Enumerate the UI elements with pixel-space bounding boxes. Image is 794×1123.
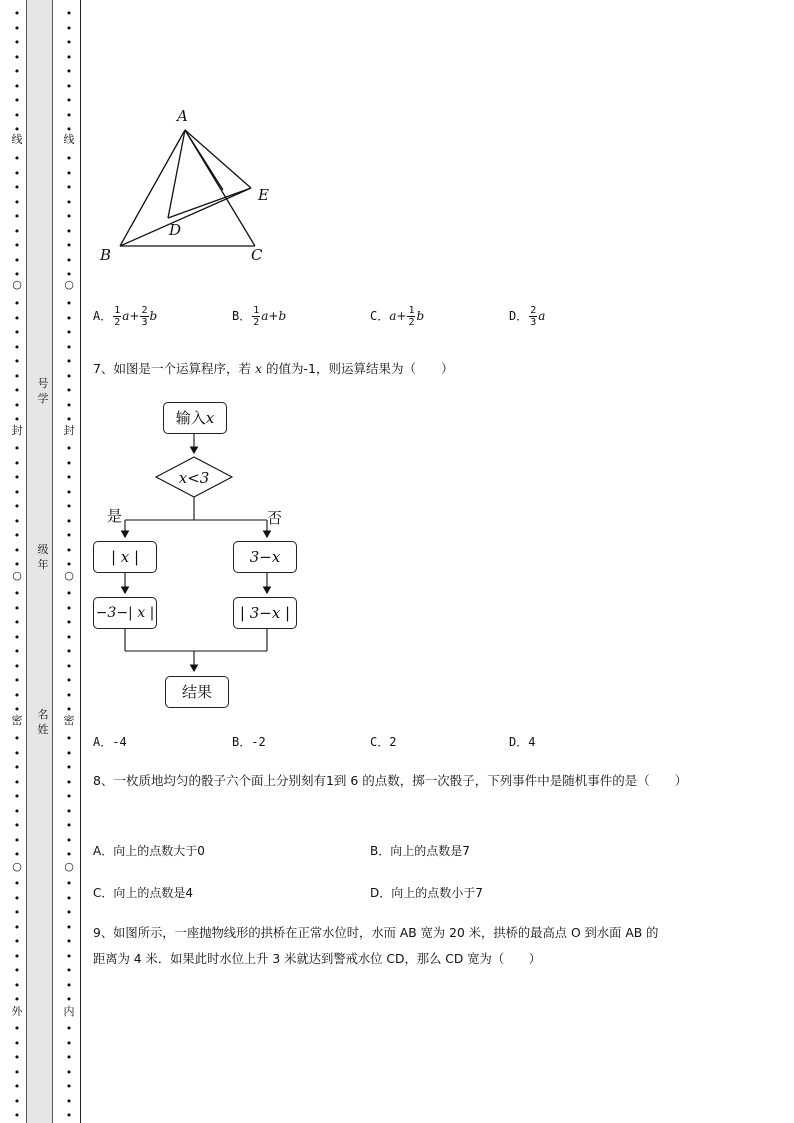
q8-option-a: A．向上的点数大于0 xyxy=(93,844,205,858)
outer-margin-circle: ○ xyxy=(12,278,22,291)
yes-label: 是 xyxy=(107,507,123,525)
outer-margin-dot: • xyxy=(13,514,21,528)
outer-margin-dot: • xyxy=(13,79,21,93)
inner-margin-dot: • xyxy=(65,529,73,542)
inner-margin-dot: • xyxy=(65,210,73,223)
inner-margin-dot: • xyxy=(65,195,73,209)
inner-margin-dot: • xyxy=(65,833,73,847)
outer-margin-dot: • xyxy=(13,239,21,252)
inner-margin-dot: • xyxy=(65,398,73,412)
label-b: B xyxy=(100,246,112,264)
q9-stem-line2: 距离为 4 米．如果此时水位上升 3 米就达到警戒水位 CD，那么 CD 宽为（ ） xyxy=(93,952,542,966)
abs-3-minus-x-box: | 3−x | xyxy=(233,597,297,629)
outer-margin-dot: • xyxy=(13,993,21,1006)
outer-margin-label: 线 xyxy=(11,133,23,146)
outer-margin-dot: • xyxy=(13,108,21,122)
inner-margin-dot: • xyxy=(65,1036,73,1050)
outer-margin-dot: • xyxy=(13,224,21,238)
outer-margin-dot: • xyxy=(13,891,21,905)
outer-margin-dot: • xyxy=(13,456,21,470)
result-box: 结果 xyxy=(165,676,229,708)
outer-margin-dot: • xyxy=(13,195,21,209)
inner-margin-dot: • xyxy=(65,906,73,919)
inner-margin-dot: • xyxy=(65,1022,73,1035)
inner-margin-dot: • xyxy=(65,877,73,890)
inner-margin-dot: • xyxy=(65,268,73,281)
inner-margin-dot: • xyxy=(65,224,73,238)
margin-rule xyxy=(80,0,81,1123)
q6-option-a: A． $\frac{1}{2}$ a+ $\frac{2}{3}$ b xyxy=(93,305,158,328)
outer-margin-dot: • xyxy=(13,166,21,180)
outer-margin-dot: • xyxy=(13,311,21,325)
inner-margin-dot: • xyxy=(65,500,73,513)
inner-margin-dot: • xyxy=(65,514,73,528)
neg3-minus-abs-x-box: −3−| x | xyxy=(93,597,157,629)
inner-margin-dot: • xyxy=(65,819,73,832)
outer-margin-dot: • xyxy=(13,920,21,934)
label-e: E xyxy=(258,186,269,204)
inner-margin-dot: • xyxy=(65,79,73,93)
inner-margin-dot: • xyxy=(65,253,73,267)
inner-margin-dot: • xyxy=(65,978,73,992)
inner-margin-dot: • xyxy=(65,935,73,948)
outer-margin-dot: • xyxy=(13,253,21,267)
three-minus-x-box: 3−x xyxy=(233,541,297,573)
inner-margin-dot: • xyxy=(65,674,73,687)
outer-dot-column xyxy=(12,0,22,1123)
outer-margin-dot: • xyxy=(13,471,21,484)
q6-option-b: B． $\frac{1}{2}$ a+b xyxy=(232,305,287,328)
outer-margin-dot: • xyxy=(13,906,21,919)
inner-margin-dot: • xyxy=(65,1109,73,1122)
q8-option-c: C．向上的点数是4 xyxy=(93,886,194,900)
inner-margin-dot: • xyxy=(65,1094,73,1108)
outer-margin-dot: • xyxy=(13,601,21,615)
outer-margin-dot: • xyxy=(13,369,21,383)
outer-margin-dot: • xyxy=(13,819,21,832)
inner-margin-dot: • xyxy=(65,311,73,325)
inner-margin-dot: • xyxy=(65,94,73,107)
inner-margin-dot: • xyxy=(65,181,73,194)
outer-margin-dot: • xyxy=(13,181,21,194)
input-box: 输入x xyxy=(163,402,227,434)
band-label-student-number: 号学 xyxy=(37,377,49,405)
band-label-name: 名姓 xyxy=(37,708,49,736)
inner-margin-label: 内 xyxy=(63,1005,75,1018)
inner-margin-label: 封 xyxy=(63,424,75,437)
outer-margin-dot: • xyxy=(13,7,21,20)
inner-margin-dot: • xyxy=(65,21,73,35)
outer-margin-dot: • xyxy=(13,761,21,774)
inner-margin-dot: • xyxy=(65,659,73,673)
triangle-figure xyxy=(95,100,295,270)
inner-margin-dot: • xyxy=(65,1051,73,1064)
inner-margin-dot: • xyxy=(65,616,73,629)
inner-margin-dot: • xyxy=(65,326,73,339)
q9-stem-line1: 9、如图所示，一座抛物线形的拱桥在正常水位时，水而 AB 宽为 20 米，拱桥的最高点 O 到水面 AB 的 xyxy=(93,926,659,940)
outer-margin-dot: • xyxy=(13,152,21,165)
inner-margin-dot: • xyxy=(65,340,73,354)
outer-margin-dot: • xyxy=(13,1036,21,1050)
outer-margin-dot: • xyxy=(13,1094,21,1108)
label-a: A xyxy=(177,107,188,125)
inner-margin-dot: • xyxy=(65,108,73,122)
inner-margin-dot: • xyxy=(65,152,73,165)
outer-margin-dot: • xyxy=(13,442,21,455)
abs-x-box: | x | xyxy=(93,541,157,573)
inner-margin-dot: • xyxy=(65,790,73,803)
outer-margin-label: 外 xyxy=(11,1005,23,1018)
inner-margin-dot: • xyxy=(65,369,73,383)
outer-margin-dot: • xyxy=(13,50,21,64)
edge-be xyxy=(120,188,251,246)
inner-margin-dot: • xyxy=(65,123,73,136)
q7-stem: 7、如图是一个运算程序，若 x 的值为-1，则运算结果为（ ） xyxy=(93,361,454,376)
inner-margin-dot: • xyxy=(65,471,73,484)
inner-margin-dot: • xyxy=(65,993,73,1006)
inner-margin-dot: • xyxy=(65,239,73,252)
inner-margin-dot: • xyxy=(65,630,73,644)
condition-text: x<3 xyxy=(178,469,210,487)
outer-margin-dot: • xyxy=(13,384,21,397)
inner-margin-dot: • xyxy=(65,297,73,310)
no-label: 否 xyxy=(267,509,283,527)
outer-margin-dot: • xyxy=(13,848,21,861)
inner-dot-column xyxy=(64,0,74,1123)
inner-margin-dot: • xyxy=(65,166,73,180)
outer-margin-dot: • xyxy=(13,36,21,49)
outer-margin-dot: • xyxy=(13,703,21,716)
outer-margin-dot: • xyxy=(13,790,21,803)
q8-option-b: B．向上的点数是7 xyxy=(370,844,470,858)
inner-margin-circle: ○ xyxy=(64,569,74,582)
inner-margin-dot: • xyxy=(65,384,73,397)
outer-margin-dot: • xyxy=(13,1080,21,1093)
inner-margin-dot: • xyxy=(65,355,73,368)
outer-margin-label: 密 xyxy=(11,714,23,727)
inner-margin-circle: ○ xyxy=(64,860,74,873)
inner-margin-dot: • xyxy=(65,543,73,557)
inner-margin-dot: • xyxy=(65,746,73,760)
outer-margin-dot: • xyxy=(13,645,21,658)
label-d: D xyxy=(169,221,182,239)
inner-margin-dot: • xyxy=(65,1065,73,1079)
band-label-grade: 级年 xyxy=(37,543,49,571)
inner-margin-dot: • xyxy=(65,442,73,455)
inner-margin-dot: • xyxy=(65,949,73,963)
q8-option-d: D．向上的点数小于7 xyxy=(370,886,483,900)
inner-margin-dot: • xyxy=(65,558,73,571)
outer-margin-dot: • xyxy=(13,775,21,789)
outer-margin-dot: • xyxy=(13,1065,21,1079)
label-c: C xyxy=(251,246,263,264)
outer-margin-dot: • xyxy=(13,485,21,499)
inner-margin-dot: • xyxy=(65,7,73,20)
inner-margin-label: 密 xyxy=(63,714,75,727)
outer-margin-dot: • xyxy=(13,732,21,745)
outer-margin-dot: • xyxy=(13,21,21,35)
inner-margin-dot: • xyxy=(65,761,73,774)
inner-margin-dot: • xyxy=(65,485,73,499)
outer-margin-dot: • xyxy=(13,268,21,281)
inner-margin-dot: • xyxy=(65,964,73,977)
inner-margin-dot: • xyxy=(65,920,73,934)
outer-margin-dot: • xyxy=(13,1051,21,1064)
q8-stem: 8、一枚质地均匀的骰子六个面上分别刻有1到 6 的点数，掷一次骰子，下列事件中是随机事件的是（ ） xyxy=(93,773,688,788)
edge-de xyxy=(168,188,251,218)
edge-ad xyxy=(168,130,185,218)
inner-margin-dot: • xyxy=(65,50,73,64)
inner-margin-dot: • xyxy=(65,601,73,615)
outer-margin-circle: ○ xyxy=(12,569,22,582)
outer-margin-dot: • xyxy=(13,804,21,818)
inner-margin-dot: • xyxy=(65,688,73,702)
outer-margin-dot: • xyxy=(13,949,21,963)
outer-margin-dot: • xyxy=(13,210,21,223)
inner-margin-dot: • xyxy=(65,703,73,716)
outer-margin-dot: • xyxy=(13,413,21,426)
q6-option-d: D． $\frac{2}{3}$ a xyxy=(509,305,546,328)
outer-margin-dot: • xyxy=(13,877,21,890)
outer-margin-dot: • xyxy=(13,746,21,760)
edge-ae xyxy=(185,130,251,188)
outer-margin-dot: • xyxy=(13,587,21,600)
outer-margin-dot: • xyxy=(13,340,21,354)
outer-margin-dot: • xyxy=(13,543,21,557)
outer-margin-dot: • xyxy=(13,674,21,687)
outer-margin-dot: • xyxy=(13,65,21,78)
outer-margin-label: 封 xyxy=(11,424,23,437)
outer-margin-dot: • xyxy=(13,833,21,847)
outer-margin-dot: • xyxy=(13,964,21,977)
inner-margin-dot: • xyxy=(65,456,73,470)
q7-option-a: A．-4 xyxy=(93,735,127,749)
outer-margin-circle: ○ xyxy=(12,860,22,873)
inner-margin-dot: • xyxy=(65,1080,73,1093)
q7-option-b: B．-2 xyxy=(232,735,266,749)
inner-margin-dot: • xyxy=(65,804,73,818)
outer-margin-dot: • xyxy=(13,935,21,948)
outer-margin-dot: • xyxy=(13,630,21,644)
inner-margin-dot: • xyxy=(65,587,73,600)
outer-margin-dot: • xyxy=(13,558,21,571)
outer-margin-dot: • xyxy=(13,978,21,992)
inner-margin-circle: ○ xyxy=(64,278,74,291)
inner-margin-dot: • xyxy=(65,65,73,78)
inner-margin-dot: • xyxy=(65,891,73,905)
outer-margin-dot: • xyxy=(13,688,21,702)
inner-margin-dot: • xyxy=(65,413,73,426)
outer-margin-dot: • xyxy=(13,355,21,368)
q6-option-c: C．a+ $\frac{1}{2}$ b xyxy=(370,305,425,328)
inner-margin-dot: • xyxy=(65,775,73,789)
inner-margin-dot: • xyxy=(65,732,73,745)
outer-margin-dot: • xyxy=(13,94,21,107)
outer-margin-dot: • xyxy=(13,326,21,339)
q7-option-c: C．2 xyxy=(370,735,397,749)
inner-margin-label: 线 xyxy=(63,133,75,146)
inner-margin-dot: • xyxy=(65,848,73,861)
edge-inner xyxy=(185,130,223,190)
outer-margin-dot: • xyxy=(13,529,21,542)
outer-margin-dot: • xyxy=(13,500,21,513)
outer-margin-dot: • xyxy=(13,1109,21,1122)
outer-margin-dot: • xyxy=(13,659,21,673)
outer-margin-dot: • xyxy=(13,1022,21,1035)
q7-option-d: D．4 xyxy=(509,735,536,749)
outer-margin-dot: • xyxy=(13,123,21,136)
inner-margin-dot: • xyxy=(65,645,73,658)
outer-margin-dot: • xyxy=(13,398,21,412)
inner-margin-dot: • xyxy=(65,36,73,49)
outer-margin-dot: • xyxy=(13,297,21,310)
outer-margin-dot: • xyxy=(13,616,21,629)
